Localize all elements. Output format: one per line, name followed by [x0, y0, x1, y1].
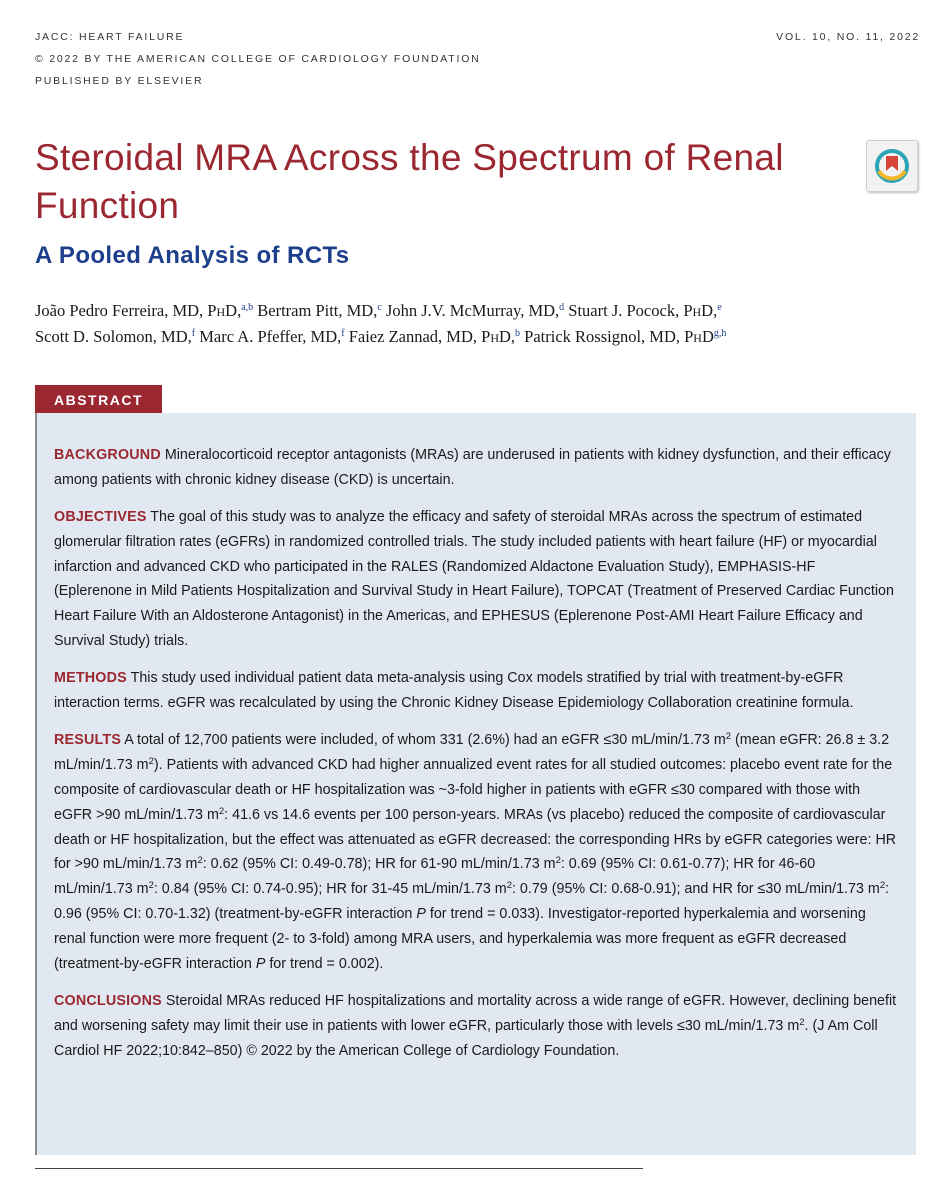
- abstract-content: [54, 443, 897, 1076]
- section-text: : 0.62 (95% CI: 0.49-0.78); HR for 61-90 mL/min/1.73 m: [202, 856, 556, 873]
- article-subtitle: A Pooled Analysis of RCTs: [35, 242, 350, 269]
- affiliation-marker[interactable]: f: [341, 328, 345, 339]
- abstract-results: [54, 728, 897, 976]
- journal-copyright: © 2022 BY THE AMERICAN COLLEGE OF CARDIOLOGY FOUNDATION: [35, 53, 481, 65]
- superscript: 2: [725, 731, 732, 743]
- author-degree: PhD,: [481, 327, 516, 346]
- section-text: Steroidal MRAs reduced HF hospitalizations and mortality across a wide range of eGFR. However, declining benefit and worsening safety may limit their use in patients with lower eGFR, particularly those with levels ≤30 mL/min/1.73 m: [54, 992, 897, 1034]
- section-text: : 0.69 (95% CI: 0.61-0.77); HR for 46-60 mL/min/1.73 m: [54, 856, 816, 898]
- author-name: Faiez Zannad, MD,: [348, 327, 482, 346]
- author-degree: PhD: [684, 327, 714, 346]
- affiliation-marker[interactable]: e: [717, 302, 722, 313]
- p-symbol: P: [416, 906, 426, 923]
- superscript: 2: [148, 880, 154, 892]
- footer-divider: [35, 1168, 643, 1169]
- crossmark-icon: [873, 147, 911, 185]
- section-text: This study used individual patient data meta-analysis using Cox models stratified by trial with treatment-by-eGFR interaction terms. eGFR was recalculated by using the Chronic Kidney Disease Epidemiology Collaboration creatinine formula.: [54, 670, 854, 712]
- affiliation-marker[interactable]: a,b: [241, 302, 254, 313]
- section-text: : 0.96 (95% CI: 0.70-1.32) (treatment-by-eGFR interaction: [54, 881, 890, 923]
- article-title: Steroidal MRA Across the Spectrum of Renal Function: [35, 137, 784, 226]
- affiliation-marker[interactable]: f: [191, 328, 196, 339]
- section-text: Mineralocorticoid receptor antagonists (MRAs) are underused in patients with kidney dysfunction, and their efficacy among patients with chronic kidney disease (CKD) is uncertain.: [54, 447, 891, 488]
- section-text: : 0.84 (95% CI: 0.74-0.95); HR for 31-45 mL/min/1.73 m: [153, 881, 507, 898]
- section-text: A total of 12,700 patients were included, of whom 331 (2.6%) had an eGFR ≤30 mL/min/1.73 m: [124, 732, 726, 749]
- superscript: 2: [799, 1016, 805, 1028]
- abstract-methods: [54, 666, 897, 716]
- author-name: Marc A. Pfeffer, MD,: [199, 327, 342, 346]
- section-label: OBJECTIVES: [54, 509, 147, 526]
- journal-volume: VOL. 10, NO. 11, 2022: [776, 31, 920, 43]
- section-text: . (J Am Coll Cardiol HF 2022;10:842–850) © 2022 by the American College of Cardiology Foundation.: [54, 1017, 878, 1059]
- author-name: João Pedro Ferreira, MD,: [35, 301, 208, 320]
- author-name: Stuart J. Pocock,: [568, 301, 684, 320]
- journal-name: JACC: HEART FAILURE: [35, 31, 185, 43]
- superscript: 2: [555, 855, 561, 867]
- abstract-conclusions: [54, 989, 897, 1063]
- section-text: for trend = 0.002).: [265, 955, 384, 972]
- section-text: ). Patients with advanced CKD had higher annualized event rates for all studied outcomes: placebo event rate for the composite of cardiovascular death or HF hospitalization was ~3-fold higher in patients with eGFR ≤30 compared with those with eGFR >90 mL/min/1.73 m: [54, 757, 893, 823]
- section-text: The goal of this study was to analyze the efficacy and safety of steroidal MRAs across the spectrum of estimated glomerular filtration rates (eGFRs) in randomized controlled trials. The study included patients with heart failure (HF) or myocardial infarction and advanced CKD who participated in the RALES (Randomized Aldactone Evaluation Study), EMPHASIS-HF (Eplerenone in Mild Patients Hospitalization and Survival Study in Heart Failure), TOPCAT (Treatment of Preserved Cardiac Function Heart Failure With an Aldosterone Antagonist) in the Americas, and EPHESUS (Eplerenone Post-AMI Heart Failure Efficacy and Survival Study) trials.: [54, 509, 894, 650]
- crossmark-badge[interactable]: [866, 140, 918, 192]
- affiliation-marker[interactable]: c: [377, 302, 382, 313]
- author-list: João Pedro Ferreira, MD, PhD,$^{a,b}$ Bertram Pitt, MD,$^c$ John J.V. McMurray, MD,$^d$ Stuart J. Pocock, PhD,$^e$ Scott D. Solomon, MD,$^f$ Marc A. Pfeffer, MD,$^f$ Faiez Zannad, MD, PhD,$^b$ Patrick Rossignol, MD, PhD$^{g,h}$: [35, 301, 727, 346]
- author-name: Scott D. Solomon, MD,: [35, 327, 192, 346]
- section-text: (mean eGFR: 26.8 ± 3.2 mL/min/1.73 m: [54, 732, 890, 774]
- author-name: John J.V. McMurray, MD,: [385, 301, 560, 320]
- author-degree: PhD,: [683, 301, 718, 320]
- superscript: 2: [506, 880, 512, 892]
- p-symbol: P: [255, 955, 266, 972]
- affiliation-marker[interactable]: d: [559, 302, 565, 313]
- superscript: 2: [197, 855, 203, 867]
- section-label: RESULTS: [54, 732, 122, 749]
- section-label: BACKGROUND: [54, 447, 161, 463]
- abstract-background: [54, 443, 897, 493]
- journal-header: [35, 26, 920, 92]
- author-name: Patrick Rossignol, MD,: [524, 327, 685, 346]
- abstract-heading: ABSTRACT: [35, 385, 162, 413]
- section-text: : 41.6 vs 14.6 events per 100 person-years. MRAs (vs placebo) reduced the composite of cardiovascular death or HF hospitalization, but the effect was attenuated as eGFR decreased: the corresponding HRs by eGFR categories were: HR for >90 mL/min/1.73 m: [54, 806, 897, 873]
- affiliation-marker[interactable]: b: [515, 328, 521, 339]
- section-text: for trend = 0.033). Investigator-reported hyperkalemia and worsening renal function were more frequent (2- to 3-fold) among MRA users, and hyperkalemia was more frequent as eGFR decreased (treatment-by-eGFR interaction: [54, 906, 866, 972]
- section-label: CONCLUSIONS: [54, 992, 162, 1009]
- affiliation-marker[interactable]: g,h: [713, 328, 727, 339]
- section-label: METHODS: [54, 670, 127, 687]
- superscript: 2: [218, 805, 225, 817]
- superscript: 2: [879, 880, 886, 892]
- author-degree: PhD: [207, 301, 238, 320]
- author-name: Bertram Pitt, MD,: [257, 301, 378, 320]
- abstract-objectives: [54, 505, 897, 654]
- superscript: 2: [148, 756, 154, 768]
- journal-publisher: PUBLISHED BY ELSEVIER: [35, 75, 204, 87]
- section-text: : 0.79 (95% CI: 0.68-0.91); and HR for ≤30 mL/min/1.73 m: [511, 881, 880, 898]
